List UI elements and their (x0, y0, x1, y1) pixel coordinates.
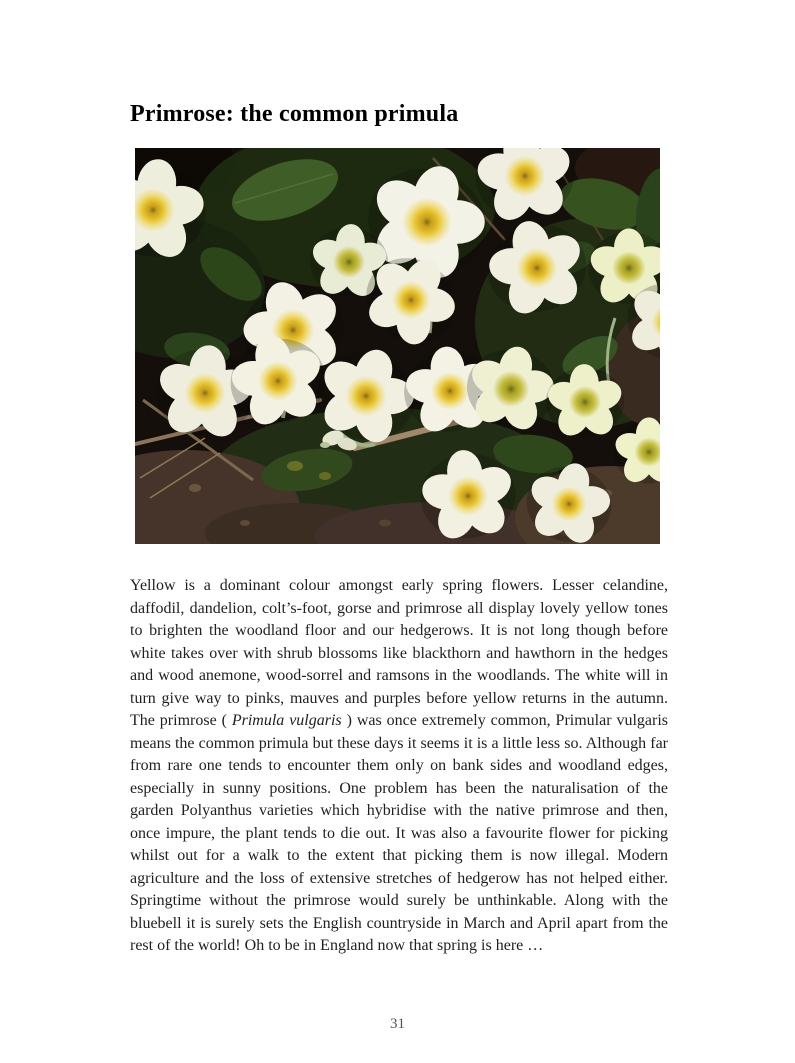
page-title: Primrose: the common primula (130, 101, 459, 127)
body-paragraph (130, 575, 668, 958)
primrose-photo-graphic (135, 148, 660, 544)
primrose-photo (135, 148, 660, 544)
latin-name: Primula vulgaris (231, 712, 342, 729)
page-number: 31 (390, 1016, 405, 1032)
body-text-before-latin: Yellow is a dominant colour amongst early spring flowers. Lesser celandine, daffodil, dandelion, colt’s-foot, gorse and primrose all display lovely yellow tones to brighten the woodland floor and our hedgerows. It is not long though before white takes over with shrub blossoms like blackthorn and hawthorn in the hedges and wood anemone, wood-sorrel and ramsons in the woodlands. The white will in turn give way to pinks, mauves and purples before yellow returns in the autumn. The primrose ( (130, 577, 668, 729)
body-text-after-latin: ) was once extremely common, Primular vulgaris means the common primula but these days it seems it is a little less so. Although far from rare one tends to encounter them only on bank sides and woodland edges, especially in sunny positions. One problem has been the naturalisation of the garden Polyanthus varieties which hybridise with the native primrose and then, once impure, the plant tends to die out. It was also a favourite flower for picking whilst out for a walk to the extent that picking them is now illegal. Modern agriculture and the loss of extensive stretches of hedgerow has not helped either. Springtime without the primrose would surely be unthinkable. Along with the bluebell it is surely sets the English countryside in March and April apart from the rest of the world! Oh to be in England now that spring is here … (130, 712, 669, 954)
